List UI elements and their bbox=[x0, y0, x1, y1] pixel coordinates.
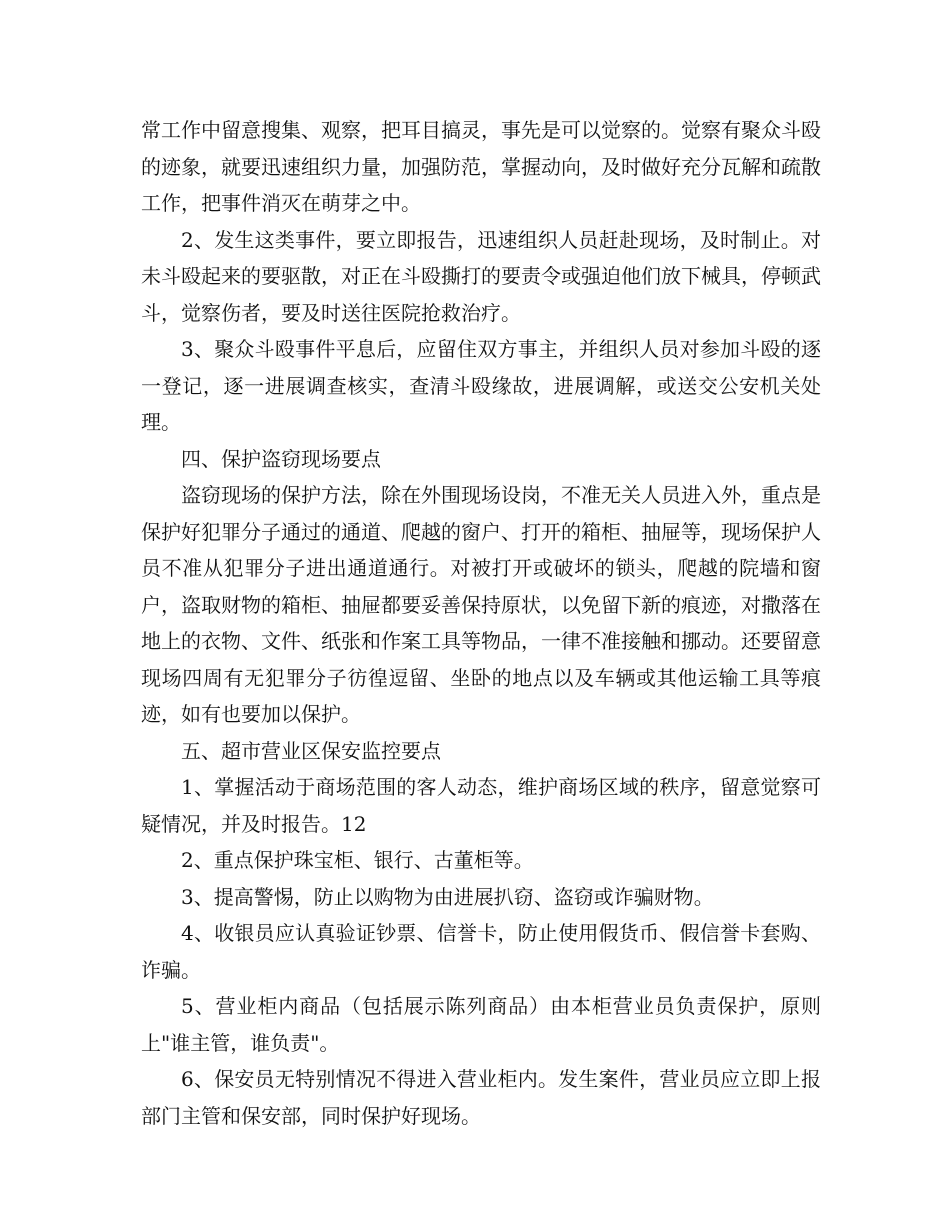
paragraph: 2、发生这类事件，要立即报告，迅速组织人员赶赴现场，及时制止。对未斗殴起来的要驱散，对正在斗殴撕打的要责令或强迫他们放下械具，停顿武斗，觉察伤者，要及时送往医院抢救治疗。 bbox=[141, 227, 821, 325]
list-item: 3、提高警惕，防止以购物为由进展扒窃、盗窃或诈骗财物。 bbox=[181, 884, 714, 909]
section-heading: 四、保护盗窃现场要点 bbox=[181, 446, 381, 471]
list-item: 1、掌握活动于商场范围的客人动态，维护商场区域的秩序，留意觉察可疑情况，并及时报告。12 bbox=[141, 775, 821, 836]
section-heading: 五、超市营业区保安监控要点 bbox=[181, 738, 441, 763]
paragraph: 常工作中留意搜集、观察，把耳目搞灵，事先是可以觉察的。觉察有聚众斗殴的迹象，就要迅速组织力量，加强防范，掌握动向，及时做好充分瓦解和疏散工作，把事件消灭在萌芽之中。 bbox=[141, 118, 821, 215]
list-item: 2、重点保护珠宝柜、银行、古董柜等。 bbox=[181, 848, 534, 872]
paragraph: 盗窃现场的保护方法，除在外围现场设岗，不准无关人员进入外，重点是保护好犯罪分子通过的通道、爬越的窗户、打开的箱柜、抽屉等，现场保护人员不准从犯罪分子进出通道通行。对被打开或破坏的锁头，爬越的院墙和窗户，盗取财物的箱柜、抽屉都要妥善保持原状，以免留下新的痕迹，对撒落在地上的衣物、文件、纸张和作案工具等物品，一律不准接触和挪动。还要留意现场四周有无犯罪分子彷徨逗留、坐卧的地点以及车辆或其他运输工具等痕迹，如有也要加以保护。 bbox=[141, 483, 821, 726]
document-body bbox=[141, 112, 821, 1134]
list-item: 4、收银员应认真验证钞票、信誉卡，防止使用假货币、假信誉卡套购、诈骗。 bbox=[141, 921, 821, 982]
paragraph: 3、聚众斗殴事件平息后，应留住双方事主，并组织人员对参加斗殴的逐一登记，逐一进展调查核实，查清斗殴缘故，进展调解，或送交公安机关处理。 bbox=[141, 337, 821, 434]
list-item: 6、保安员无特别情况不得进入营业柜内。发生案件，营业员应立即上报部门主管和保安部，同时保护好现场。 bbox=[141, 1067, 821, 1128]
list-item: 5、营业柜内商品（包括展示陈列商品）由本柜营业员负责保护，原则上"谁主管，谁负责"。 bbox=[141, 994, 821, 1055]
